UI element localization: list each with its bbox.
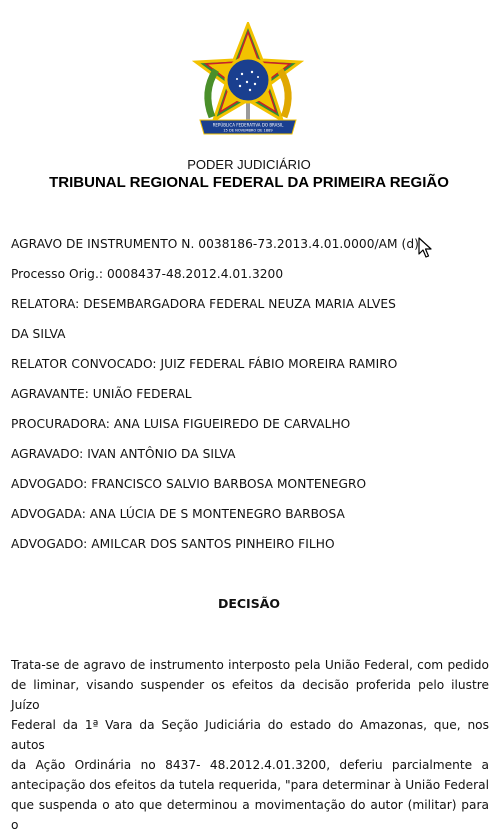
lawyer-2: ADVOGADA: ANA LÚCIA DE S MONTENEGRO BARBOSA bbox=[11, 507, 345, 521]
appellant: AGRAVANTE: UNIÃO FEDERAL bbox=[11, 387, 192, 401]
emblem-motto: REPÚBLICA FEDERATIVA DO BRASIL bbox=[212, 122, 284, 128]
case-number: AGRAVO DE INSTRUMENTO N. 0038186-73.2013.4.01.0000/AM (d) bbox=[11, 237, 419, 251]
paragraph-line: de liminar, visando suspender os efeitos da decisão proferida pelo ilustre Juízo bbox=[11, 678, 489, 712]
decision-paragraph bbox=[11, 655, 489, 835]
convened-rapporteur: RELATOR CONVOCADO: JUIZ FEDERAL FÁBIO MOREIRA RAMIRO bbox=[11, 357, 398, 371]
attorney-prosecutor: PROCURADORA: ANA LUISA FIGUEIREDO DE CARVALHO bbox=[11, 417, 351, 431]
emblem-date: 15 DE NOVEMBRO DE 1889 bbox=[223, 128, 273, 133]
paragraph-line: da Ação Ordinária no 8437- 48.2012.4.01.3200, deferiu parcialmente a bbox=[11, 758, 489, 772]
header-court-name: TRIBUNAL REGIONAL FEDERAL DA PRIMEIRA REGIÃO bbox=[49, 174, 449, 191]
paragraph-line: que suspenda o ato que determinou a movimentação do autor (militar) para o bbox=[11, 798, 489, 832]
rapporteur: RELATORA: DESEMBARGADORA FEDERAL NEUZA MARIA ALVES bbox=[11, 297, 396, 311]
header-line-1: PODER JUDICIÁRIO bbox=[187, 157, 311, 172]
mouse-pointer-icon bbox=[418, 237, 432, 259]
paragraph-line: antecipação dos efeitos da tutela requerida, "para determinar à União Federal bbox=[11, 778, 489, 792]
section-title: DECISÃO bbox=[217, 596, 281, 611]
lawyer-1: ADVOGADO: FRANCISCO SALVIO BARBOSA MONTENEGRO bbox=[11, 477, 367, 491]
appellee: AGRAVADO: IVAN ANTÔNIO DA SILVA bbox=[11, 447, 236, 461]
paragraph-line: Federal da 1ª Vara da Seção Judiciária do estado do Amazonas, que, nos autos bbox=[11, 718, 489, 752]
rapporteur-continued: DA SILVA bbox=[11, 327, 66, 341]
coat-of-arms-emblem bbox=[192, 22, 304, 142]
emblem-disc bbox=[226, 58, 270, 102]
paragraph-line: Trata-se de agravo de instrumento interposto pela União Federal, com pedido bbox=[11, 658, 489, 672]
original-process: Processo Orig.: 0008437-48.2012.4.01.3200 bbox=[11, 267, 284, 281]
lawyer-3: ADVOGADO: AMILCAR DOS SANTOS PINHEIRO FILHO bbox=[11, 537, 335, 551]
